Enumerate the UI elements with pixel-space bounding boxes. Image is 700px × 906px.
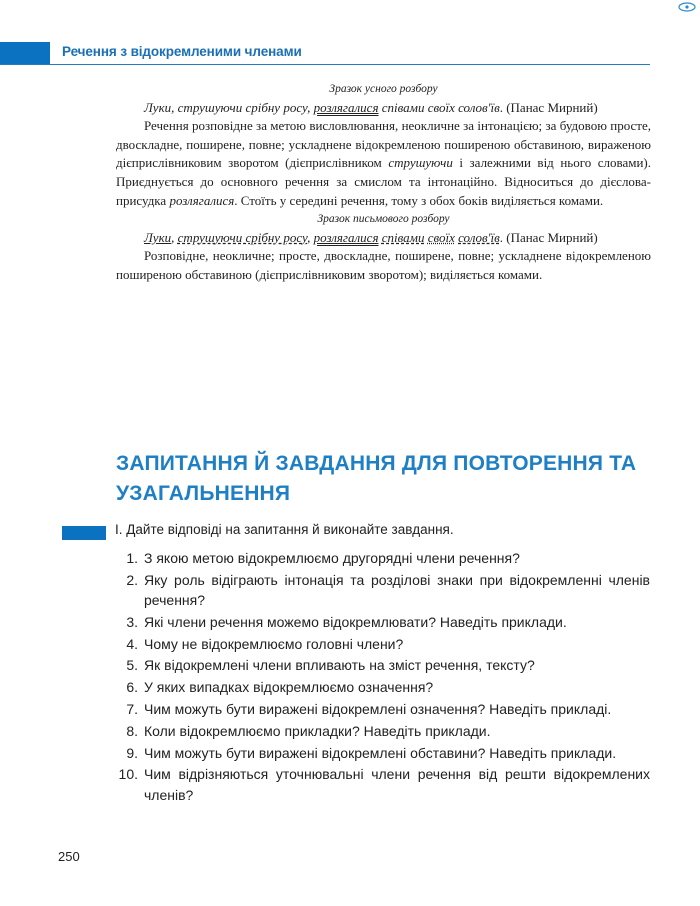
question-text: Чому не відокремлюємо головні члени?: [144, 635, 404, 652]
question-text: Коли відокремлюємо прикладки? Наведіть приклади.: [144, 722, 491, 739]
example-word: Луки: [144, 229, 172, 245]
question-number: 10.: [118, 766, 138, 783]
question-text: З якою метою відокремлюємо другорядні члени речення?: [144, 550, 520, 566]
question-item: [116, 570, 650, 611]
analysis-term: розлягалися: [169, 192, 235, 208]
oral-sample-title: Зразок усного розбору: [329, 83, 438, 95]
task-intro: І. Дайте відповіді на запитання й виконайте завдання.: [115, 522, 454, 537]
question-item: [116, 721, 650, 741]
question-text: Які члени речення можемо відокремлювати? Наведіть приклади.: [144, 613, 567, 630]
question-number: 1.: [126, 550, 138, 566]
question-item: [116, 743, 650, 763]
question-item: [116, 677, 650, 697]
example-word: ,: [307, 229, 314, 245]
questions-list: [116, 548, 650, 807]
question-item: [116, 699, 650, 719]
header-accent-block: [0, 42, 50, 64]
page-header: [0, 42, 650, 65]
question-number: 2.: [126, 571, 138, 588]
analysis-text: Речення розповідне за метою висловлювання, неокличне за інтонацією; за будовою просте, двоскладне, поширене, повне; ускладнене відокремленою поширеною обставиною, вираженою дієприслівниковим зворотом (дієприслівником: [116, 118, 651, 171]
example-word: Луки: [144, 99, 172, 115]
question-text: Чим можуть бути виражені відокремлені означення? Наведіть прикладі.: [144, 701, 612, 718]
question-text: У яких випадках відокремлюємо означення?: [144, 679, 434, 696]
question-number: 5.: [126, 657, 138, 674]
example-word: співами своїх солов'їв: [378, 99, 500, 115]
question-number: 6.: [126, 679, 138, 696]
question-text: Як відокремлені члени впливають на зміст речення, тексту?: [144, 657, 535, 674]
written-sample-analysis: Розповідне, неокличне; просте, двоскладне, поширене, повне; ускладнене відокремленою поширеною обставиною (дієприслівниковим зворотом); виділяється комами.: [116, 248, 651, 282]
example-word: солов'їв: [458, 229, 500, 245]
question-text: Чим відрізняються уточнювальні члени речення від решти відокремлених членів?: [144, 766, 650, 803]
question-number: 7.: [126, 701, 138, 718]
question-number: 3.: [126, 613, 138, 630]
section-heading: ЗАПИТАННЯ Й ЗАВДАННЯ ДЛЯ ПОВТОРЕННЯ ТА УЗАГАЛЬНЕННЯ: [116, 452, 637, 505]
question-item: [116, 548, 650, 568]
question-item: [116, 612, 650, 632]
analysis-text: . Стоїть у середині речення, тому з обох боків виділяється комами.: [234, 192, 604, 208]
oral-sample-example: [116, 99, 651, 118]
page-number: 250: [58, 849, 80, 864]
written-sample-example: [116, 229, 651, 248]
oral-sample-analysis: [116, 117, 651, 210]
analysis-text: і залежними від нього словами). Приєднується до основного речення за смислом та інтонаційно. Відноситься до дієслова-присудка: [116, 155, 652, 208]
example-word: розлягалися: [313, 99, 379, 115]
question-item: [116, 655, 650, 675]
written-sample-title: Зразок письмового розбору: [317, 213, 450, 226]
example-source: . (Панас Мирний): [499, 229, 598, 245]
example-word: співами: [381, 229, 425, 245]
analysis-term: струшуючи: [388, 155, 453, 171]
question-text: Яку роль відіграють інтонація та розділові знаки при відокремленні членів речення?: [144, 571, 650, 609]
example-word: розлягалися: [313, 229, 379, 245]
header-title: Речення з відокремленими членами: [62, 44, 302, 59]
question-item: [116, 764, 650, 805]
question-number: 4.: [126, 635, 138, 652]
analysis-samples: [116, 80, 651, 285]
question-number: 8.: [126, 722, 138, 739]
task-marker-block: [62, 526, 106, 540]
example-word: , струшуючи срібну росу,: [171, 99, 314, 115]
example-word: струшуючи срібну росу: [177, 229, 308, 245]
question-number: 9.: [126, 744, 138, 761]
publisher-logo-icon: [678, 2, 696, 12]
example-word: своїх: [427, 229, 455, 245]
example-word: ,: [171, 229, 178, 245]
question-text: Чим можуть бути виражені відокремлені обставини? Наведіть приклади.: [144, 744, 617, 761]
question-item: [116, 634, 650, 654]
example-source: . (Панас Мирний): [499, 99, 598, 115]
